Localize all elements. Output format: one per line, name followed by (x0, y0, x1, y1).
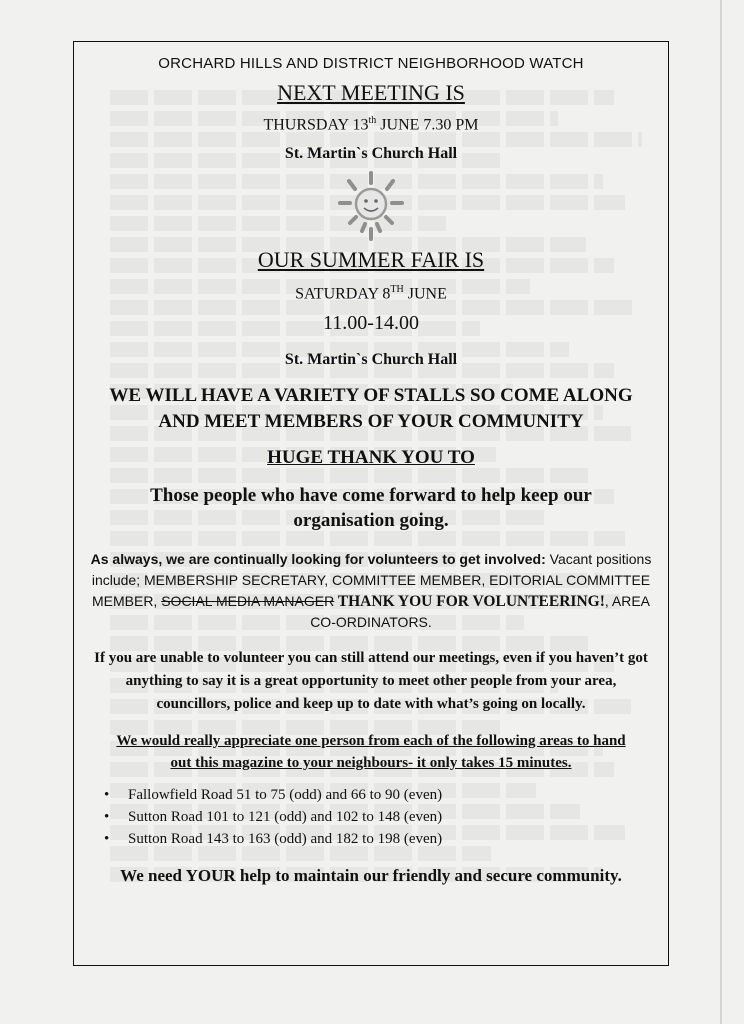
fair-date: SATURDAY 8TH JUNE (295, 284, 447, 303)
fair-venue: St. Martin`s Church Hall (284, 350, 458, 368)
meeting-venue: St. Martin`s Church Hall (284, 145, 458, 163)
flyer-frame (73, 41, 669, 966)
distribution-heading: We would really appreciate one person from each of the following areas to hand out this magazine to your neighbours- it only takes 15 minutes. (116, 732, 626, 771)
closing-text: We need YOUR help to maintain our friendly and secure community. (120, 865, 622, 885)
thanks-heading: HUGE THANK YOU TO (267, 446, 475, 468)
stalls-announcement: WE WILL HAVE A VARIETY OF STALLS SO COME ALONG AND MEET MEMBERS OF YOUR COMMUNITY (109, 384, 633, 432)
sun-icon (336, 169, 406, 243)
volunteers-paragraph: As always, we are continually looking for volunteers to get involved: Vacant positions include; MEMBERSHIP SECRETARY, COMMITTEE MEMBER, EDITORIAL COMMITTEE MEMBER, SOCIAL MEDIA MANAGER THANK YOU FOR VOLUNTEERING!, AREA CO-ORDINATORS. (90, 550, 652, 630)
struck-position: SOCIAL MEDIA MANAGER (161, 592, 335, 609)
list-item: • Fallowfield Road 51 to 75 (odd) and 66 to 90 (even) (104, 786, 443, 803)
attend-paragraph: If you are unable to volunteer you can still attend our meetings, even if you haven’t got anything to say it is a great opportunity to meet other people from your area, councillors, police and keep up to date with what’s going on locally. (94, 649, 648, 712)
org-title: ORCHARD HILLS AND DISTRICT NEIGHBORHOOD WATCH (158, 55, 584, 72)
fair-heading: OUR SUMMER FAIR IS (257, 247, 485, 273)
meeting-date: THURSDAY 13th JUNE 7.30 PM (263, 115, 479, 134)
fair-time: 11.00-14.00 (323, 311, 419, 334)
list-item: • Sutton Road 143 to 163 (odd) and 182 to 198 (even) (104, 830, 443, 847)
meeting-heading: NEXT MEETING IS (277, 80, 465, 105)
page-edge (720, 0, 722, 1024)
areas-list (104, 784, 668, 850)
list-item: • Sutton Road 101 to 121 (odd) and 102 to 148 (even) (104, 808, 443, 825)
thanks-text: Those people who have come forward to help keep our organisation going. (150, 484, 592, 531)
